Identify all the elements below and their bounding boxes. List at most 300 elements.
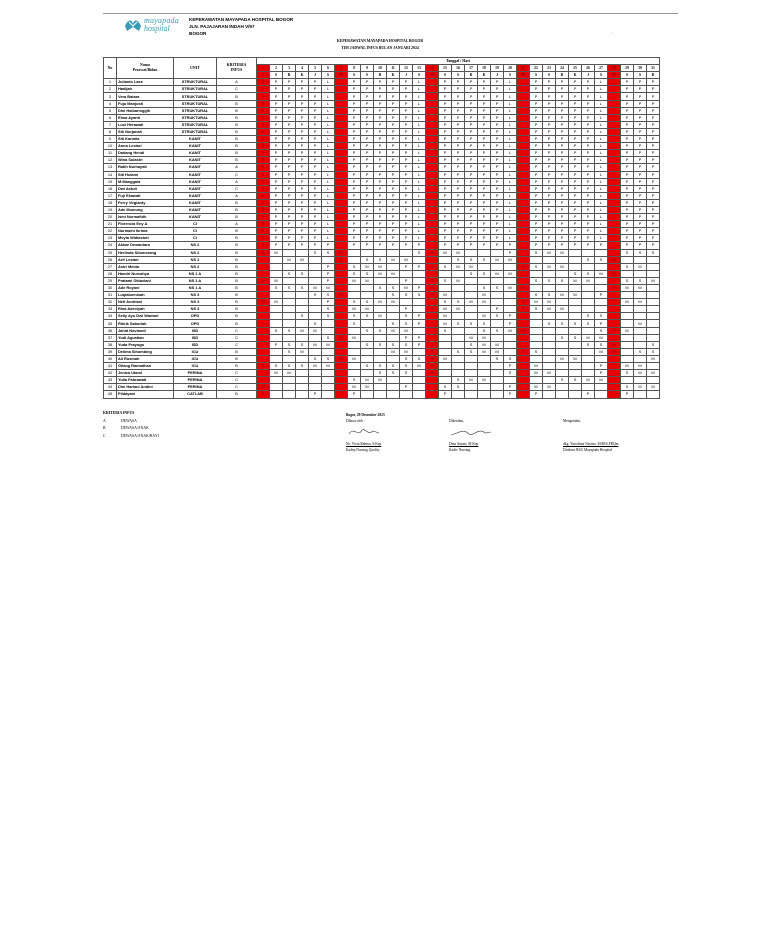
shift-cell: P	[582, 114, 595, 121]
shift-cell	[387, 306, 400, 313]
shift-cell: M	[530, 370, 543, 377]
shift-cell	[283, 320, 296, 327]
shift-cell: S	[608, 327, 621, 334]
shift-cell: M	[439, 306, 452, 313]
shift-cell	[361, 249, 374, 256]
shift-cell	[608, 79, 621, 86]
shift-cell: P	[465, 171, 478, 178]
shift-cell	[621, 377, 634, 384]
shift-cell	[335, 320, 348, 327]
shift-cell: P	[400, 214, 413, 221]
shift-cell: L	[413, 86, 426, 93]
shift-cell	[257, 334, 270, 341]
day-letter-header: M	[517, 72, 530, 79]
shift-cell: P	[400, 178, 413, 185]
shift-cell: M	[608, 348, 621, 355]
shift-cell: P	[647, 86, 660, 93]
shift-cell: P	[257, 221, 270, 228]
table-row	[104, 143, 660, 150]
shift-cell	[491, 320, 504, 327]
criteria-cell: B	[217, 242, 257, 249]
table-row	[104, 128, 660, 135]
shift-cell	[452, 327, 465, 334]
shift-cell: P	[257, 185, 270, 192]
nurse-name: Florencia Eny A	[117, 221, 174, 228]
table-row	[104, 384, 660, 391]
shift-cell: P	[348, 235, 361, 242]
shift-cell: P	[374, 164, 387, 171]
shift-cell: P	[374, 79, 387, 86]
criteria-cell: C	[217, 185, 257, 192]
shift-cell: P	[621, 128, 634, 135]
unit-cell: KANIT	[174, 185, 217, 192]
shift-cell	[426, 86, 439, 93]
shift-cell: P	[556, 121, 569, 128]
shift-cell	[608, 143, 621, 150]
shift-cell	[582, 249, 595, 256]
shift-cell	[647, 306, 660, 313]
criteria-cell: B	[217, 136, 257, 143]
shift-cell	[491, 377, 504, 384]
shift-cell	[608, 150, 621, 157]
criteria-cell: B	[217, 114, 257, 121]
row-number: 43	[104, 377, 117, 384]
criteria-cell: B	[217, 391, 257, 398]
shift-cell: P	[400, 150, 413, 157]
day-number-header: 11	[387, 65, 400, 72]
shift-cell: P	[504, 320, 517, 327]
shift-cell	[569, 263, 582, 270]
shift-cell	[517, 164, 530, 171]
shift-cell	[374, 384, 387, 391]
shift-cell: L	[595, 206, 608, 213]
shift-cell: P	[621, 86, 634, 93]
shift-cell: P	[582, 164, 595, 171]
shift-cell: P	[647, 164, 660, 171]
shift-cell: S	[309, 292, 322, 299]
shift-cell	[335, 100, 348, 107]
shift-cell: S	[452, 299, 465, 306]
shift-cell: P	[582, 228, 595, 235]
shift-cell: P	[478, 136, 491, 143]
shift-cell	[426, 327, 439, 334]
shift-cell: P	[322, 299, 335, 306]
header-right-mark: .	[612, 29, 614, 34]
legend-item	[103, 425, 159, 433]
shift-cell: P	[374, 100, 387, 107]
shift-cell	[270, 306, 283, 313]
nurse-name: Handri Nurcahya	[117, 270, 174, 277]
shift-cell	[270, 377, 283, 384]
shift-cell: S	[296, 341, 309, 348]
criteria-cell: C	[217, 341, 257, 348]
legend-title: KRITERIA INFUS	[103, 411, 135, 415]
shift-cell: P	[309, 121, 322, 128]
shift-cell: P	[361, 221, 374, 228]
shift-cell: S	[452, 348, 465, 355]
shift-cell: P	[452, 206, 465, 213]
shift-cell	[452, 355, 465, 362]
shift-cell	[426, 164, 439, 171]
shift-cell: P	[348, 128, 361, 135]
shift-cell: M	[491, 348, 504, 355]
shift-cell	[608, 306, 621, 313]
shift-cell: S	[322, 249, 335, 256]
shift-cell	[595, 355, 608, 362]
shift-cell	[348, 285, 361, 292]
shift-cell: M	[361, 377, 374, 384]
shift-cell	[257, 263, 270, 270]
shift-cell: P	[348, 228, 361, 235]
day-number-header: 29	[621, 65, 634, 72]
shift-cell: P	[634, 235, 647, 242]
shift-cell: P	[400, 235, 413, 242]
legend-value: DEWASA/ANAK	[121, 426, 149, 430]
shift-cell: P	[582, 192, 595, 199]
shift-cell: P	[543, 107, 556, 114]
shift-cell	[387, 334, 400, 341]
shift-cell	[400, 270, 413, 277]
row-number: 21	[104, 221, 117, 228]
shift-cell: M	[309, 363, 322, 370]
shift-cell: P	[283, 86, 296, 93]
shift-cell: M	[569, 292, 582, 299]
shift-cell	[452, 334, 465, 341]
shift-cell: L	[413, 150, 426, 157]
shift-cell	[335, 263, 348, 270]
nurse-name: Jenica Utami	[117, 370, 174, 377]
shift-cell: S	[517, 299, 530, 306]
header-rule	[103, 13, 678, 14]
shift-cell: P	[491, 235, 504, 242]
table-row	[104, 377, 660, 384]
shift-cell: P	[621, 100, 634, 107]
shift-cell: P	[478, 185, 491, 192]
shift-cell	[621, 306, 634, 313]
nurse-name: Dwi Astuti	[117, 185, 174, 192]
shift-cell: P	[530, 136, 543, 143]
shift-cell: S	[582, 341, 595, 348]
table-row	[104, 363, 660, 370]
shift-cell: P	[439, 150, 452, 157]
shift-cell: P	[270, 164, 283, 171]
shift-cell	[517, 242, 530, 249]
shift-cell: P	[283, 178, 296, 185]
shift-cell	[556, 270, 569, 277]
shift-cell: M	[283, 256, 296, 263]
shift-cell: P	[283, 206, 296, 213]
shift-cell: P	[413, 320, 426, 327]
shift-cell: S	[400, 292, 413, 299]
shift-cell: P	[400, 242, 413, 249]
shift-cell: P	[569, 214, 582, 221]
row-number: 11	[104, 150, 117, 157]
shift-cell: P	[374, 136, 387, 143]
shift-cell: P	[374, 206, 387, 213]
shift-cell: P	[439, 128, 452, 135]
shift-cell: L	[595, 121, 608, 128]
shift-cell: M	[530, 384, 543, 391]
shift-cell: P	[465, 157, 478, 164]
shift-cell	[465, 285, 478, 292]
shift-cell: M	[309, 285, 322, 292]
shift-cell: S	[296, 270, 309, 277]
shift-cell: M	[348, 384, 361, 391]
shift-cell	[270, 256, 283, 263]
shift-cell: L	[322, 221, 335, 228]
shift-cell: P	[582, 121, 595, 128]
shift-cell: M	[387, 348, 400, 355]
shift-cell	[296, 355, 309, 362]
shift-cell: L	[504, 157, 517, 164]
shift-cell: P	[257, 79, 270, 86]
shift-cell	[517, 249, 530, 256]
shift-cell: L	[413, 171, 426, 178]
shift-cell: P	[452, 178, 465, 185]
shift-cell	[517, 270, 530, 277]
shift-cell	[517, 171, 530, 178]
day-number-header: 5	[309, 65, 322, 72]
shift-cell: P	[348, 192, 361, 199]
shift-cell	[517, 100, 530, 107]
shift-cell	[517, 121, 530, 128]
table-row	[104, 320, 660, 327]
day-letter-header: S	[322, 72, 335, 79]
shift-cell: M	[634, 285, 647, 292]
shift-cell	[270, 348, 283, 355]
shift-cell	[608, 199, 621, 206]
shift-cell: S	[621, 384, 634, 391]
shift-cell: P	[634, 86, 647, 93]
shift-cell: P	[504, 249, 517, 256]
table-row	[104, 171, 660, 178]
shift-cell: L	[504, 93, 517, 100]
shift-cell: P	[413, 263, 426, 270]
shift-cell: P	[296, 192, 309, 199]
shift-cell	[517, 313, 530, 320]
shift-cell	[335, 157, 348, 164]
shift-cell: P	[569, 114, 582, 121]
shift-cell: P	[400, 164, 413, 171]
shift-cell	[582, 292, 595, 299]
shift-cell: P	[530, 228, 543, 235]
shift-cell: P	[478, 192, 491, 199]
shift-cell: P	[452, 228, 465, 235]
shift-cell: P	[400, 277, 413, 284]
shift-cell: S	[283, 327, 296, 334]
shift-cell: P	[348, 214, 361, 221]
shift-cell: P	[309, 171, 322, 178]
shift-cell	[309, 299, 322, 306]
shift-cell: P	[491, 121, 504, 128]
shift-cell: P	[569, 228, 582, 235]
shift-cell: P	[543, 199, 556, 206]
shift-cell: P	[556, 157, 569, 164]
shift-cell	[517, 199, 530, 206]
shift-cell: P	[400, 143, 413, 150]
shift-cell	[478, 355, 491, 362]
shift-cell	[348, 370, 361, 377]
shift-cell	[335, 228, 348, 235]
shift-cell	[543, 285, 556, 292]
shift-cell: L	[504, 214, 517, 221]
shift-cell	[530, 313, 543, 320]
shift-cell: P	[374, 143, 387, 150]
shift-cell	[439, 341, 452, 348]
criteria-cell: C	[217, 171, 257, 178]
unit-cell: KANIT	[174, 143, 217, 150]
unit-cell: PERINA	[174, 384, 217, 391]
shift-cell	[647, 299, 660, 306]
row-number: 45	[104, 391, 117, 398]
table-row	[104, 206, 660, 213]
organization-header	[189, 16, 293, 37]
shift-cell: P	[621, 114, 634, 121]
shift-cell	[465, 249, 478, 256]
shift-cell: P	[569, 164, 582, 171]
shift-cell: S	[530, 292, 543, 299]
shift-cell: P	[543, 214, 556, 221]
row-number: 10	[104, 143, 117, 150]
unit-cell: KANIT	[174, 214, 217, 221]
shift-cell: P	[465, 79, 478, 86]
shift-cell: P	[530, 79, 543, 86]
shift-cell	[582, 363, 595, 370]
shift-cell: P	[491, 206, 504, 213]
unit-cell: STRUKTURAL	[174, 79, 217, 86]
shift-cell	[634, 391, 647, 398]
shift-cell: S	[387, 363, 400, 370]
shift-cell: P	[257, 391, 270, 398]
shift-cell: P	[582, 185, 595, 192]
handwritten-signature	[346, 424, 386, 441]
shift-cell: P	[257, 100, 270, 107]
shift-cell: S	[322, 334, 335, 341]
table-row	[104, 235, 660, 242]
day-number-header: 8	[348, 65, 361, 72]
shift-cell: S	[530, 263, 543, 270]
shift-cell: P	[556, 86, 569, 93]
nurse-name: Jahid Noviandi	[117, 327, 174, 334]
shift-cell	[387, 384, 400, 391]
shift-cell	[387, 377, 400, 384]
shift-cell	[296, 277, 309, 284]
shift-cell	[374, 292, 387, 299]
shift-cell: P	[543, 192, 556, 199]
shift-cell	[530, 327, 543, 334]
criteria-cell: A	[217, 79, 257, 86]
shift-cell: P	[465, 128, 478, 135]
shift-cell: M	[608, 256, 621, 263]
shift-cell: P	[413, 313, 426, 320]
shift-cell	[426, 341, 439, 348]
table-row	[104, 150, 660, 157]
title-line-2: TIM JADWAL INFUS BULAN JANUARI 2024	[341, 45, 419, 50]
unit-cell: STRUKTURAL	[174, 128, 217, 135]
shift-cell	[426, 221, 439, 228]
shift-cell: S	[413, 292, 426, 299]
shift-cell	[452, 370, 465, 377]
shift-cell: P	[556, 107, 569, 114]
shift-cell: P	[569, 93, 582, 100]
shift-cell: S	[283, 363, 296, 370]
shift-cell: S	[361, 341, 374, 348]
row-number: 12	[104, 157, 117, 164]
shift-cell: L	[413, 143, 426, 150]
shift-cell: P	[465, 235, 478, 242]
shift-cell: P	[452, 128, 465, 135]
day-letter-header: K	[296, 72, 309, 79]
shift-cell: P	[491, 128, 504, 135]
nurse-name: Astri Meida	[117, 263, 174, 270]
shift-cell	[530, 341, 543, 348]
signature-block-creator	[346, 412, 386, 453]
shift-cell	[647, 292, 660, 299]
row-number: 28	[104, 270, 117, 277]
shift-cell: M	[335, 355, 348, 362]
shift-cell: P	[452, 107, 465, 114]
shift-cell	[452, 391, 465, 398]
shift-cell: S	[322, 292, 335, 299]
shift-cell: P	[387, 114, 400, 121]
row-number: 13	[104, 164, 117, 171]
shift-cell	[452, 270, 465, 277]
shift-cell: S	[270, 363, 283, 370]
unit-cell: CI	[174, 221, 217, 228]
shift-cell	[257, 348, 270, 355]
shift-cell: P	[517, 263, 530, 270]
shift-cell: P	[361, 79, 374, 86]
legend-key: B	[103, 426, 106, 430]
shift-cell	[296, 249, 309, 256]
shift-cell: P	[309, 228, 322, 235]
shift-cell: P	[348, 391, 361, 398]
shift-cell: S	[439, 277, 452, 284]
shift-cell: M	[387, 299, 400, 306]
shift-cell: M	[374, 263, 387, 270]
shift-cell	[270, 270, 283, 277]
shift-cell: P	[283, 221, 296, 228]
hospital-logo	[124, 15, 184, 35]
shift-cell	[257, 270, 270, 277]
shift-cell: S	[348, 263, 361, 270]
shift-cell: S	[387, 292, 400, 299]
shift-cell: S	[621, 263, 634, 270]
shift-cell: P	[361, 136, 374, 143]
shift-cell	[517, 157, 530, 164]
day-number-header: 24	[556, 65, 569, 72]
shift-cell: S	[387, 285, 400, 292]
shift-cell: P	[504, 242, 517, 249]
shift-cell: P	[647, 143, 660, 150]
shift-cell	[335, 327, 348, 334]
shift-cell	[517, 235, 530, 242]
shift-cell: P	[309, 143, 322, 150]
criteria-cell: B	[217, 100, 257, 107]
shift-cell	[270, 384, 283, 391]
shift-cell: S	[452, 377, 465, 384]
unit-cell: CI	[174, 228, 217, 235]
shift-cell	[491, 334, 504, 341]
shift-cell	[517, 79, 530, 86]
shift-cell: M	[309, 341, 322, 348]
unit-cell: NS 1 A	[174, 277, 217, 284]
shift-cell: S	[504, 370, 517, 377]
shift-cell	[569, 313, 582, 320]
unit-cell: CATLAB	[174, 391, 217, 398]
row-number: 34	[104, 313, 117, 320]
shift-cell: P	[478, 171, 491, 178]
